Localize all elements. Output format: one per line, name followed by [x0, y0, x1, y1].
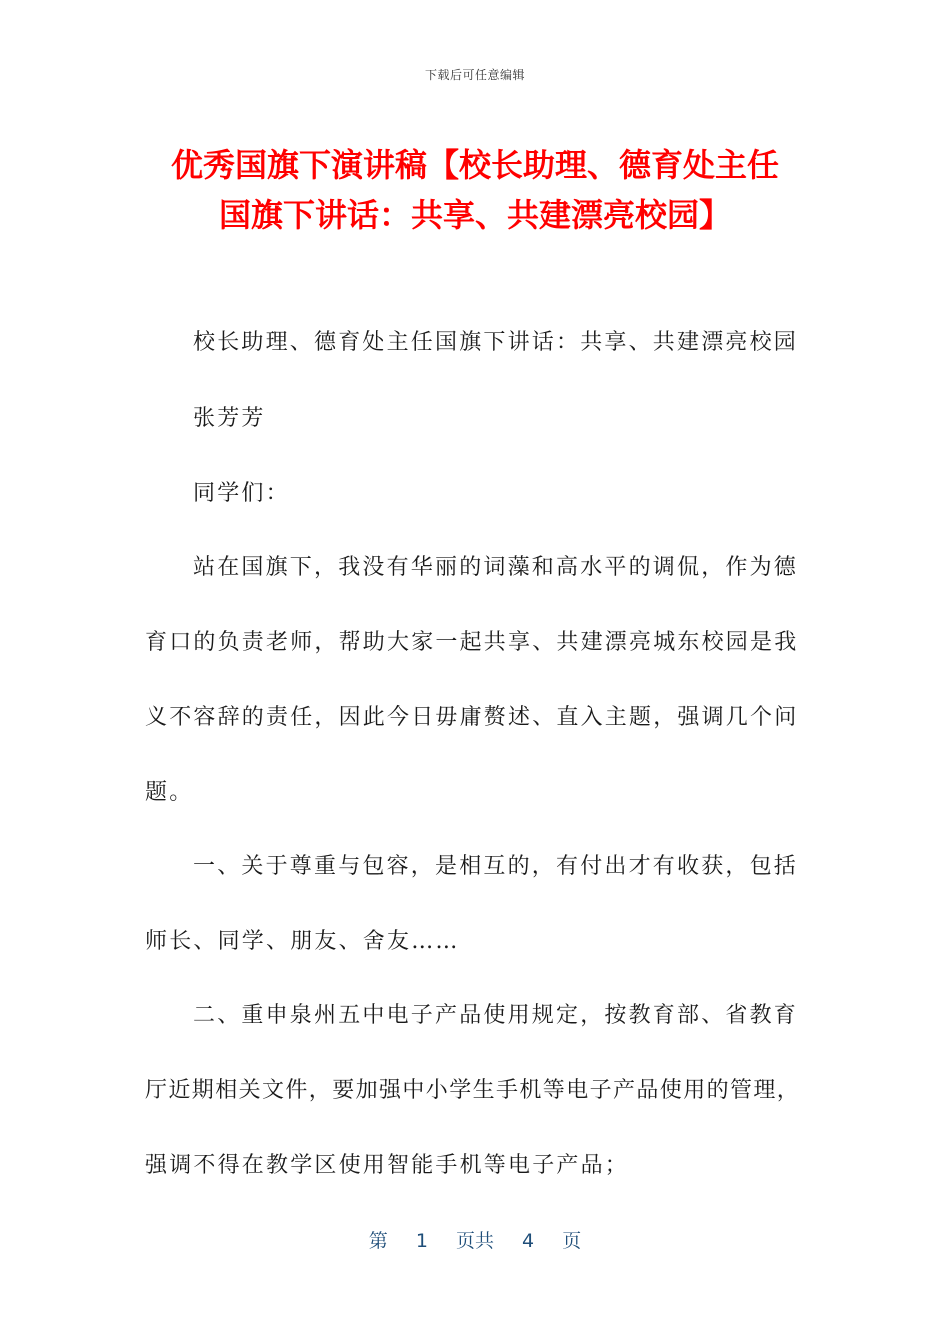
footer-mid: 页共 — [455, 1230, 494, 1252]
page-footer — [0, 1226, 950, 1253]
paragraph-line: 二、重申泉州五中电子产品使用规定，按教育部、省教育 — [193, 1003, 799, 1028]
paragraph-line: 一、关于尊重与包容，是相互的，有付出才有收获，包括 — [193, 854, 799, 879]
paragraph-line: 义不容辞的责任，因此今日毋庸赘述、直入主题，强调几个问 — [145, 705, 799, 730]
salutation: 同学们： — [193, 481, 290, 506]
speech-subtitle: 校长助理、德育处主任国旗下讲话：共享、共建漂亮校园 — [193, 330, 799, 355]
paragraph-line: 题。 — [145, 780, 194, 805]
paragraph-line: 育口的负责老师，帮助大家一起共享、共建漂亮城东校园是我 — [145, 630, 799, 655]
total-pages-number: 4 — [522, 1230, 535, 1252]
title-line-2: 国旗下讲话：共享、共建漂亮校园】 — [218, 196, 731, 234]
paragraph-line: 强调不得在教学区使用智能手机等电子产品； — [145, 1153, 630, 1178]
paragraph-line: 厅近期相关文件，要加强中小学生手机等电子产品使用的管理， — [145, 1078, 801, 1103]
author-name: 张芳芳 — [193, 406, 266, 431]
current-page-number: 1 — [415, 1230, 428, 1252]
document-title — [60, 140, 890, 240]
footer-suffix: 页 — [562, 1230, 582, 1252]
header-note: 下载后可任意编辑 — [424, 68, 525, 82]
title-line-1: 优秀国旗下演讲稿【校长助理、德育处主任 — [170, 146, 779, 184]
paragraph-line: 师长、同学、朋友、舍友…… — [145, 929, 460, 954]
footer-prefix: 第 — [368, 1230, 388, 1252]
paragraph-line: 站在国旗下，我没有华丽的词藻和高水平的调侃，作为德 — [193, 555, 799, 580]
